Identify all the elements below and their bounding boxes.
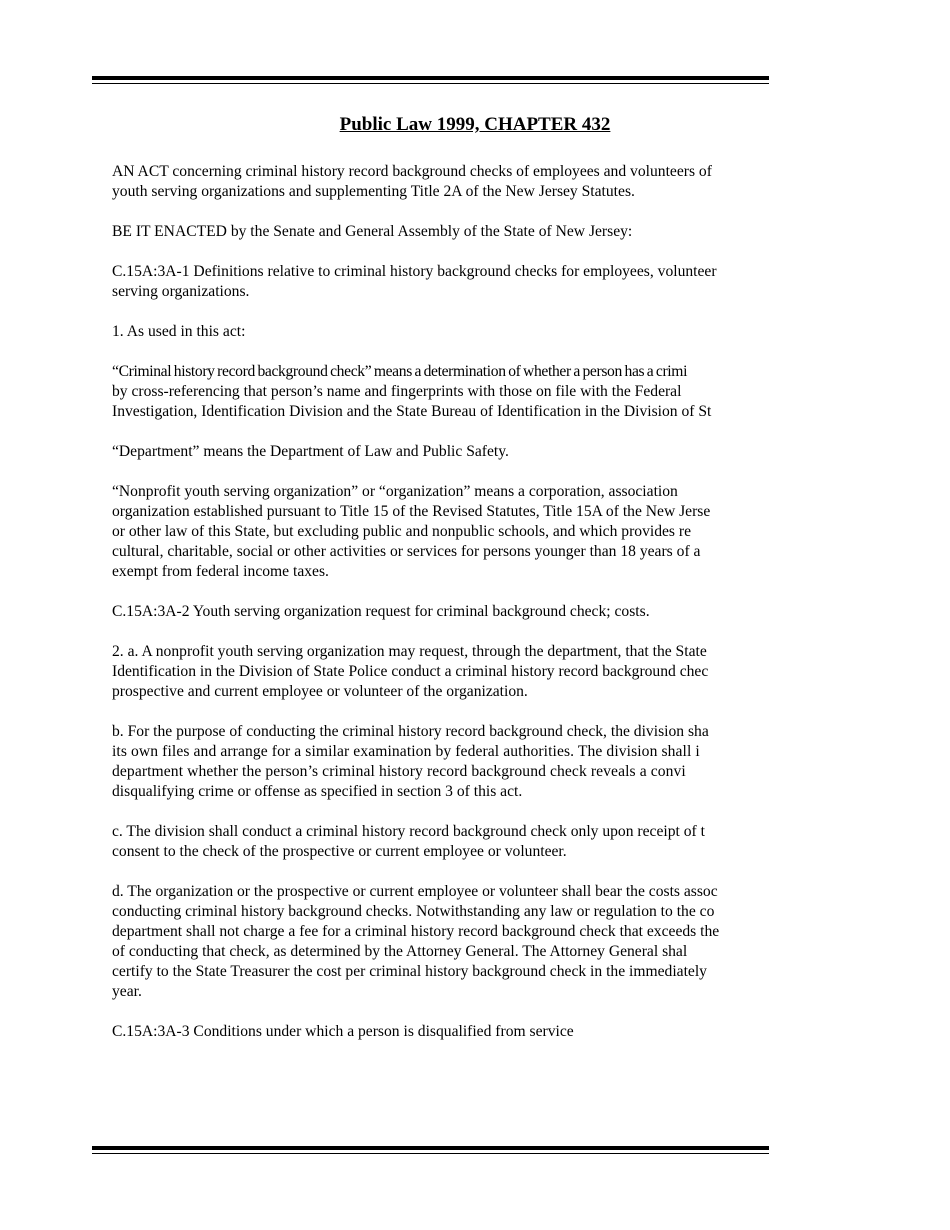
section-heading-15a-3a-2 [112, 602, 774, 622]
text-line: organization established pursuant to Title 15 of the Revised Statutes, Title 15A of the New Jerse [112, 503, 711, 520]
text-line: exempt from federal income taxes. [112, 563, 329, 580]
section-heading-15a-3a-3 [112, 1022, 774, 1042]
text-line: 2. a. A nonprofit youth serving organization may request, through the department, that the State [112, 643, 707, 660]
paragraph-enacting-clause [112, 222, 774, 242]
document-title: Public Law 1999, CHAPTER 432 [339, 114, 611, 135]
text-line: BE IT ENACTED by the Senate and General Assembly of the State of New Jersey: [112, 223, 633, 240]
text-line: certify to the State Treasurer the cost per criminal history background check in the immediately [112, 963, 707, 980]
text-line: serving organizations. [112, 283, 250, 300]
paragraph-2a [112, 642, 774, 702]
definition-department [112, 442, 774, 462]
text-line: prospective and current employee or volunteer of the organization. [112, 683, 528, 700]
paragraph-preamble [112, 162, 774, 202]
paragraph-2b [112, 722, 774, 802]
text-line: department shall not charge a fee for a criminal history record background check that exceeds the [112, 923, 720, 940]
text-line: C.15A:3A-1 Definitions relative to criminal history background checks for employees, volunteer [112, 263, 717, 280]
section-heading-15a-3a-1 [112, 262, 774, 302]
text-line: consent to the check of the prospective or current employee or volunteer. [112, 843, 567, 860]
text-line: “Criminal history record background check” means a determination of whether a person has a crimi [112, 363, 688, 380]
paragraph-2c [112, 822, 774, 862]
bottom-double-rule [92, 1146, 769, 1151]
text-line: department whether the person’s criminal history record background check reveals a convi [112, 763, 686, 780]
paragraph-section-1 [112, 322, 774, 342]
definition-background-check [112, 362, 774, 422]
text-line: Investigation, Identification Division and the State Bureau of Identification in the Division of St [112, 403, 712, 420]
text-line: 1. As used in this act: [112, 323, 246, 340]
text-line: AN ACT concerning criminal history record background checks of employees and volunteers of [112, 163, 712, 180]
top-double-rule [92, 76, 769, 81]
text-line: b. For the purpose of conducting the criminal history record background check, the division sha [112, 723, 709, 740]
text-line: “Nonprofit youth serving organization” or “organization” means a corporation, association [112, 483, 678, 500]
paragraph-2d [112, 882, 774, 1002]
text-line: conducting criminal history background checks. Notwithstanding any law or regulation to the co [112, 903, 715, 920]
text-line: “Department” means the Department of Law and Public Safety. [112, 443, 509, 460]
text-line: d. The organization or the prospective or current employee or volunteer shall bear the costs assoc [112, 883, 718, 900]
text-line: disqualifying crime or offense as specified in section 3 of this act. [112, 783, 523, 800]
text-line: youth serving organizations and supplementing Title 2A of the New Jersey Statutes. [112, 183, 635, 200]
text-line: or other law of this State, but excluding public and nonpublic schools, and which provides re [112, 523, 692, 540]
text-line: cultural, charitable, social or other activities or services for persons younger than 18 years of a [112, 543, 701, 560]
text-line: of conducting that check, as determined by the Attorney General. The Attorney General shal [112, 943, 688, 960]
definition-organization [112, 482, 774, 582]
document-body [112, 162, 774, 1062]
text-line: year. [112, 983, 142, 1000]
text-line: c. The division shall conduct a criminal history record background check only upon receipt of t [112, 823, 705, 840]
text-line: C.15A:3A-3 Conditions under which a person is disqualified from service [112, 1023, 574, 1040]
text-line: its own files and arrange for a similar examination by federal authorities. The division shall i [112, 743, 700, 760]
text-line: Identification in the Division of State Police conduct a criminal history record background chec [112, 663, 709, 680]
text-line: by cross-referencing that person’s name and fingerprints with those on file with the Federal [112, 383, 682, 400]
text-line: C.15A:3A-2 Youth serving organization request for criminal background check; costs. [112, 603, 650, 620]
